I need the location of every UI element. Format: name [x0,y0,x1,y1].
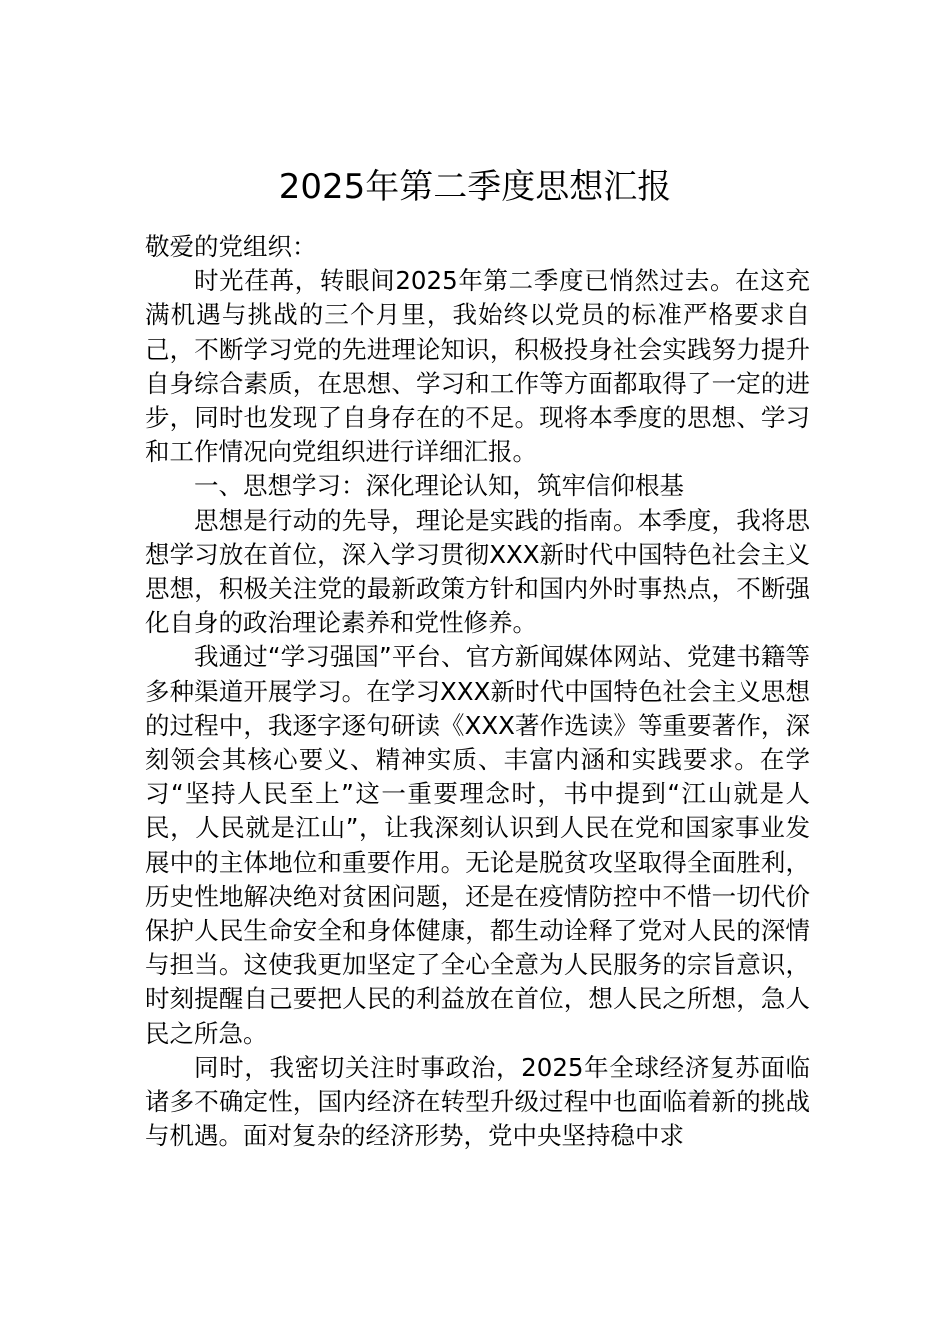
paragraph-thought-study: 思想是行动的先导，理论是实践的指南。本季度，我将思想学习放在首位，深入学习贯彻XXX新时代中国特色社会主义思想，积极关注党的最新政策方针和国内外时事热点，不断强化自身的政治理论素养和党性修养。 [145,505,810,638]
paragraph-intro: 时光荏苒，转眼间2025年第二季度已悄然过去。在这充满机遇与挑战的三个月里，我始终以党员的标准严格要求自己，不断学习党的先进理论知识，积极投身社会实践努力提升自身综合素质，在思想、学习和工作等方面都取得了一定的进步，同时也发现了自身存在的不足。现将本季度的思想、学习和工作情况向党组织进行详细汇报。 [145,266,810,467]
document-body [145,230,810,1153]
section-heading-1: 一、思想学习：深化理论认知，筑牢信仰根基 [194,471,684,501]
paragraph-study-channels: 我通过“学习强国”平台、官方新闻媒体网站、党建书籍等多种渠道开展学习。在学习XXX新时代中国特色社会主义思想的过程中，我逐字逐句研读《XXX著作选读》等重要著作，深刻领会其核心要义、精神实质、丰富内涵和实践要求。在学习“坚持人民至上”这一重要理念时，书中提到“江山就是人民，人民就是江山”，让我深刻认识到人民在党和国家事业发展中的主体地位和重要作用。无论是脱贫攻坚取得全面胜利，历史性地解决绝对贫困问题，还是在疫情防控中不惜一切代价保护人民生命安全和身体健康，都生动诠释了党对人民的深情与担当。这使我更加坚定了全心全意为人民服务的宗旨意识，时刻提醒自己要把人民的利益放在首位，想人民之所想，急人民之所急。 [145,642,810,1048]
document-title: 2025年第二季度思想汇报 [278,167,672,207]
paragraph-current-affairs: 同时，我密切关注时事政治，2025年全球经济复苏面临诸多不确定性，国内经济在转型升级过程中也面临着新的挑战与机遇。面对复杂的经济形势，党中央坚持稳中求 [145,1052,810,1151]
salutation: 敬爱的党组织： [145,232,317,261]
